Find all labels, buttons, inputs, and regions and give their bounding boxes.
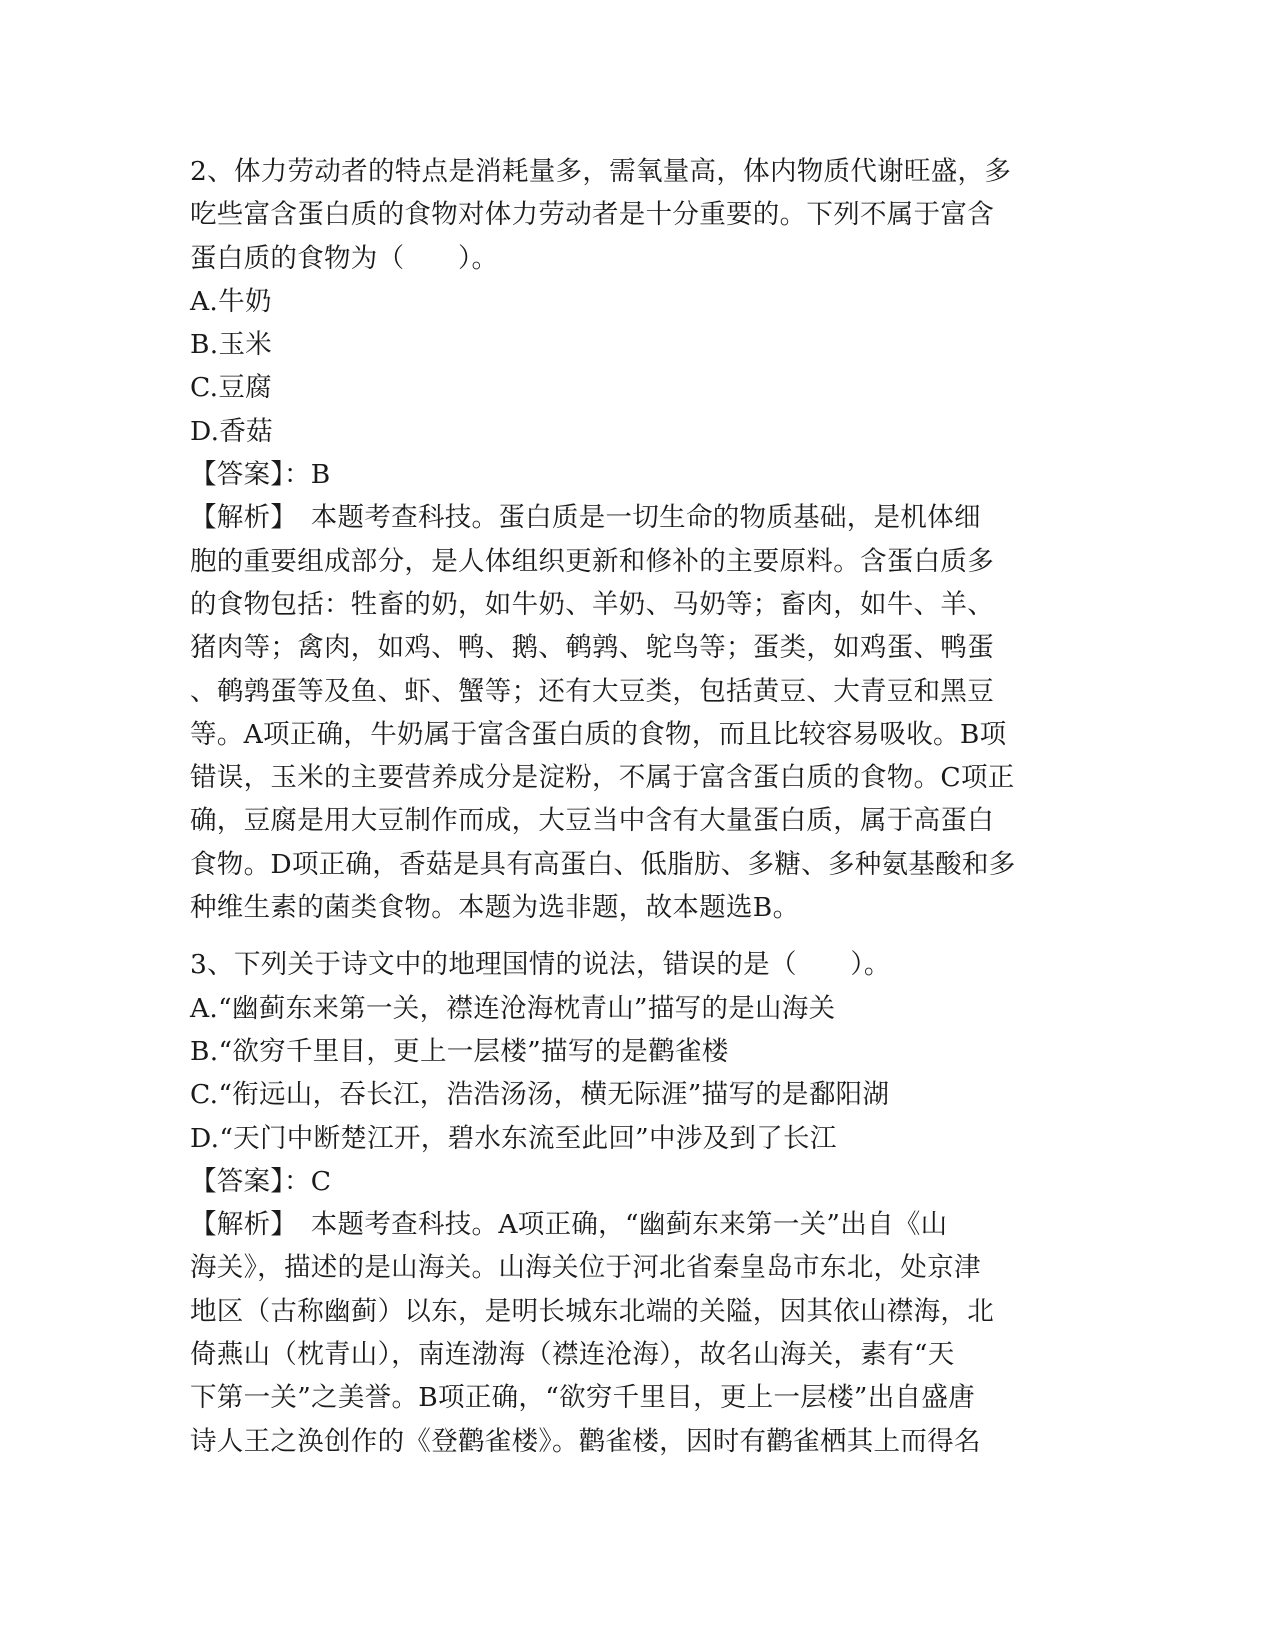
question-2 xyxy=(190,150,1080,929)
analysis-line: 猪肉等；禽肉，如鸡、鸭、鹅、鹌鹑、鸵鸟等；蛋类，如鸡蛋、鸭蛋 xyxy=(190,632,994,664)
option-a: A.牛奶 xyxy=(190,285,272,317)
analysis-line: 海关》，描述的是山海关。山海关位于河北省秦皇岛市东北，处京津 xyxy=(190,1252,981,1284)
analysis-line: 错误，玉米的主要营养成分是淀粉，不属于富含蛋白质的食物。C项正 xyxy=(190,762,1015,794)
question-stem-line: 3、下列关于诗文中的地理国情的说法，错误的是（ ）。 xyxy=(190,949,891,981)
analysis-line: 【解析】 本题考查科技。蛋白质是一切生命的物质基础，是机体细 xyxy=(190,502,981,534)
question-3 xyxy=(190,943,1080,1463)
question-spacer xyxy=(190,929,1080,943)
option-d: D.香菇 xyxy=(190,415,273,447)
analysis-line: 胞的重要组成部分，是人体组织更新和修补的主要原料。含蛋白质多 xyxy=(190,545,994,577)
analysis-line: 的食物包括：牲畜的奶，如牛奶、羊奶、马奶等；畜肉，如牛、羊、 xyxy=(190,588,994,620)
option-c: C.豆腐 xyxy=(190,372,272,404)
analysis-line: 倚燕山（枕青山），南连渤海（襟连沧海），故名山海关，素有“天 xyxy=(190,1339,955,1371)
question-stem-line: 2、体力劳动者的特点是消耗量多，需氧量高，体内物质代谢旺盛，多 xyxy=(190,156,1012,187)
option-b: B.玉米 xyxy=(190,329,273,361)
option-b: B.“欲穷千里目，更上一层楼”描写的是鹳雀楼 xyxy=(190,1035,729,1067)
option-c: C.“衔远山，吞长江，浩浩汤汤，横无际涯”描写的是鄱阳湖 xyxy=(190,1079,890,1111)
option-a: A.“幽蓟东来第一关，襟连沧海枕青山”描写的是山海关 xyxy=(190,992,836,1024)
question-stem-line: 蛋白质的食物为（ ）。 xyxy=(190,242,499,274)
analysis-line: 确，豆腐是用大豆制作而成，大豆当中含有大量蛋白质，属于高蛋白 xyxy=(190,805,994,837)
analysis-line: 诗人王之涣创作的《登鹳雀楼》。鹳雀楼，因时有鹳雀栖其上而得名 xyxy=(190,1425,981,1457)
document-page xyxy=(190,150,1080,1463)
analysis-line: 地区（古称幽蓟）以东，是明长城东北端的关隘，因其依山襟海，北 xyxy=(190,1295,994,1327)
analysis-line: 等。A项正确，牛奶属于富含蛋白质的食物，而且比较容易吸收。B项 xyxy=(190,718,1007,750)
answer-line: 【答案】：C xyxy=(190,1165,332,1197)
analysis-line: 食物。D项正确，香菇是具有高蛋白、低脂肪、多糖、多种氨基酸和多 xyxy=(190,848,1016,880)
answer-line: 【答案】：B xyxy=(190,459,331,491)
analysis-line: 种维生素的菌类食物。本题为选非题，故本题选B。 xyxy=(190,892,800,924)
question-stem-line: 吃些富含蛋白质的食物对体力劳动者是十分重要的。下列不属于富含 xyxy=(190,199,994,231)
analysis-line: 、鹌鹑蛋等及鱼、虾、蟹等；还有大豆类，包括黄豆、大青豆和黑豆 xyxy=(190,675,994,707)
option-d: D.“天门中断楚江开，碧水东流至此回”中涉及到了长江 xyxy=(190,1122,837,1154)
analysis-line: 下第一关”之美誉。B项正确，“欲穷千里目，更上一层楼”出自盛唐 xyxy=(190,1382,975,1414)
analysis-line: 【解析】 本题考查科技。A项正确，“幽蓟东来第一关”出自《山 xyxy=(190,1209,948,1241)
